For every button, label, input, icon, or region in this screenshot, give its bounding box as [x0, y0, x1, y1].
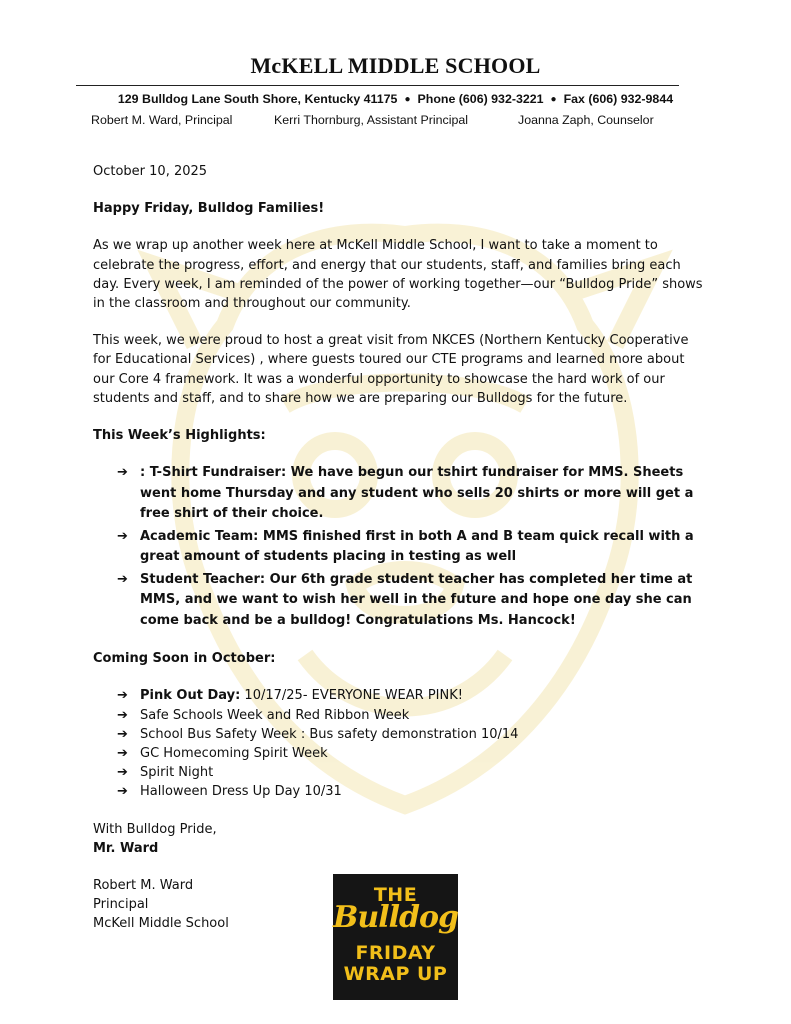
highlights-heading: This Week’s Highlights: [93, 428, 266, 444]
signature-title: Principal [93, 897, 149, 913]
school-name-heading: McKELL MIDDLE SCHOOL [250, 53, 541, 78]
list-item [93, 706, 703, 725]
list-item [93, 463, 703, 525]
letter-greeting: Happy Friday, Bulldog Families! [93, 201, 325, 217]
signature-name: Robert M. Ward [93, 878, 194, 894]
letter-date: October 10, 2025 [93, 164, 208, 179]
address-line [0, 92, 791, 106]
arrow-icon: ➔ [117, 465, 128, 481]
signature-school: McKell Middle School [93, 916, 229, 932]
separator-dot: ● [404, 94, 411, 105]
school-fax: Fax (606) 932-9844 [563, 92, 674, 106]
arrow-icon: ➔ [117, 571, 128, 587]
list-item [93, 686, 703, 705]
list-item [93, 782, 703, 801]
letter-body [93, 162, 703, 952]
list-item [93, 763, 703, 782]
coming-soon-list [93, 686, 703, 801]
coming-item-text: School Bus Safety Week : Bus safety demonstration 10/14 [140, 726, 519, 742]
highlight-text: : T-Shirt Fundraiser: We have begun our tshirt fundraiser for MMS. Sheets went home Thursday and any student who sells 20 shirts or more will get a free shirt of their choice. [140, 465, 694, 522]
arrow-icon: ➔ [117, 746, 128, 762]
logo-line-the: THE [373, 884, 418, 906]
coming-item-text: Safe Schools Week and Red Ribbon Week [140, 707, 410, 723]
list-item [93, 725, 703, 744]
letter-paragraph: This week, we were proud to host a great visit from NKCES (Northern Kentucky Cooperative for Educational Services) , where guests toured our CTE programs and learned more about our Core 4 framework. It was a wonderful opportunity to showcase the hard work of our students and staff, and to share how we are preparing our Bulldogs for the future. [93, 333, 689, 406]
arrow-icon: ➔ [117, 688, 128, 704]
letter-paragraph: As we wrap up another week here at McKell Middle School, I want to take a moment to celebrate the progress, effort, and energy that our students, staff, and families bring each day. Every week, I am reminded of the power of working together—our “Bulldog Pride” shows in the classroom and throughout our community. [93, 238, 703, 312]
logo-line-friday: FRIDAY [355, 942, 436, 964]
assistant-principal-name: Kerri Thornburg, Assistant Principal [274, 113, 468, 127]
highlight-text: Student Teacher: Our 6th grade student teacher has completed her time at MMS, and we want to wish her well in the future and hope one day she can come back and be a bulldog! Congratulations Ms. Hancock! [140, 571, 693, 628]
closing-block [93, 820, 703, 858]
coming-item-text: GC Homecoming Spirit Week [140, 746, 328, 762]
arrow-icon: ➔ [117, 765, 128, 781]
arrow-icon: ➔ [117, 528, 128, 544]
staff-line [0, 113, 791, 129]
arrow-icon: ➔ [117, 726, 128, 742]
highlight-text: Academic Team: MMS finished first in both A and B team quick recall with a great amount of students placing in testing as well [140, 528, 694, 565]
coming-item-text: 10/17/25- EVERYONE WEAR PINK! [240, 688, 463, 704]
coming-item-label: Pink Out Day: [140, 688, 241, 704]
principal-name: Robert M. Ward, Principal [91, 113, 233, 127]
coming-soon-heading: Coming Soon in October: [93, 651, 276, 667]
logo-line-wrap-up: WRAP UP [343, 963, 448, 985]
coming-item-text: Spirit Night [140, 765, 214, 781]
counselor-name: Joanna Zaph, Counselor [518, 113, 654, 127]
list-item [93, 744, 703, 763]
school-phone: Phone (606) 932-3221 [417, 92, 544, 106]
letterhead-divider [76, 85, 679, 86]
closing-name: Mr. Ward [93, 840, 159, 856]
logo-line-bulldog: Bulldog [333, 900, 458, 935]
arrow-icon: ➔ [117, 707, 128, 723]
list-item [93, 527, 703, 568]
separator-dot: ● [550, 94, 557, 105]
list-item [93, 570, 703, 632]
arrow-icon: ➔ [117, 784, 128, 800]
closing-line: With Bulldog Pride, [93, 821, 217, 837]
bulldog-friday-wrap-up-logo [333, 874, 458, 1000]
highlights-list [93, 463, 703, 631]
coming-item-text: Halloween Dress Up Day 10/31 [140, 784, 342, 800]
school-address: 129 Bulldog Lane South Shore, Kentucky 41175 [117, 92, 398, 106]
